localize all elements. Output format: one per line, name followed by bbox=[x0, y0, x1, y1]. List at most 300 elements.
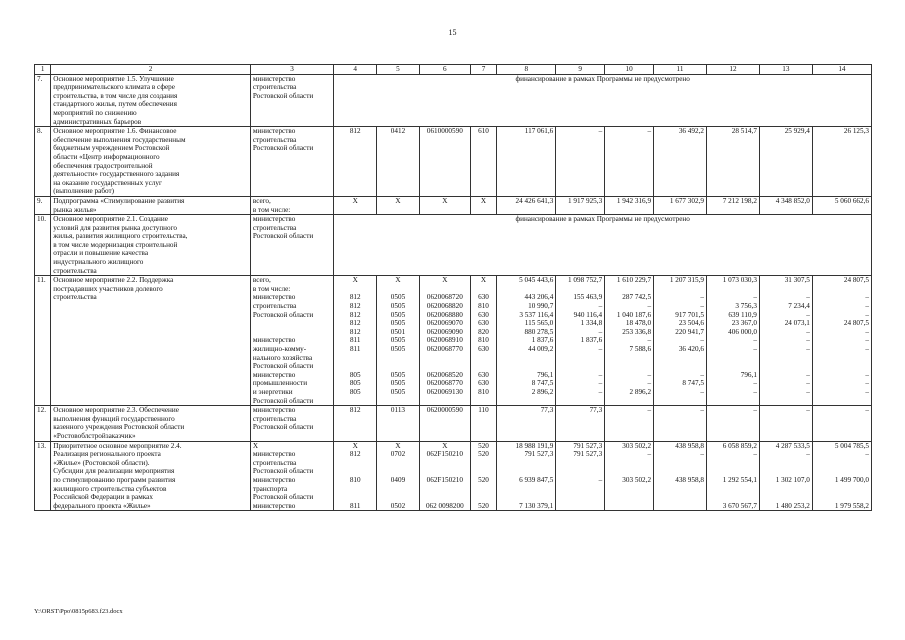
amount-cell bbox=[706, 196, 759, 214]
measure-name bbox=[51, 196, 251, 214]
cell-line bbox=[422, 362, 468, 371]
cell-line bbox=[379, 459, 417, 468]
cell-line bbox=[558, 467, 602, 476]
cell-line: 303 502,2 bbox=[622, 441, 652, 450]
cell-line: Х bbox=[442, 196, 448, 205]
cell-line: 2 896,2 bbox=[531, 387, 554, 396]
cell-line: 812 bbox=[349, 310, 361, 319]
cell-line bbox=[558, 354, 602, 363]
cell-line: 24 807,5 bbox=[843, 319, 869, 328]
cell-line: 115 565,0 bbox=[524, 319, 554, 328]
cell-line: Ростовской области bbox=[252, 467, 314, 476]
cell-line: – bbox=[753, 379, 757, 388]
cell-line: жилищного строительства субъектов bbox=[53, 484, 167, 493]
cell-line: 7 212 198,2 bbox=[722, 196, 757, 205]
amount-cell bbox=[605, 441, 654, 511]
cell-line: 1 098 752,7 bbox=[568, 276, 603, 285]
cell-line: Ростовской области bbox=[252, 232, 314, 241]
cell-line: – bbox=[700, 387, 704, 396]
cell-line: 811 bbox=[349, 501, 361, 510]
cell-line: жилищно-комму- bbox=[252, 345, 307, 353]
cell-line: 0505 bbox=[390, 319, 406, 328]
cell-line: – bbox=[865, 387, 869, 396]
code-cell bbox=[470, 196, 496, 214]
cell-line: Х bbox=[442, 276, 448, 285]
cell-line: 1 979 558,2 bbox=[834, 501, 869, 510]
cell-line: 2 896,2 bbox=[629, 387, 652, 396]
cell-line bbox=[762, 493, 810, 502]
amount-cell bbox=[812, 276, 871, 406]
code-cell bbox=[334, 441, 377, 511]
cell-line: – bbox=[865, 406, 869, 415]
cell-line: – bbox=[700, 406, 704, 415]
cell-line: Основное мероприятие 2.3. Обеспечение bbox=[53, 406, 179, 415]
cell-line: 062 0098200 bbox=[425, 501, 464, 510]
cell-line: 24 426 641,3 bbox=[515, 196, 554, 205]
cell-line: Х bbox=[252, 441, 259, 450]
cell-line: 0501 bbox=[390, 327, 406, 336]
cell-line: 810 bbox=[478, 336, 489, 345]
cell-line: – bbox=[700, 370, 704, 379]
cell-line: министерство bbox=[252, 215, 296, 224]
amount-cell bbox=[812, 196, 871, 214]
row-number: 12. bbox=[35, 406, 51, 441]
cell-line: 10 990,7 bbox=[528, 302, 554, 311]
cell-line: 630 bbox=[478, 319, 489, 328]
cell-line bbox=[336, 459, 374, 468]
cell-line bbox=[379, 362, 417, 371]
cell-line: 811 bbox=[349, 336, 361, 345]
table-row bbox=[35, 215, 872, 276]
cell-line bbox=[656, 285, 704, 294]
cell-line bbox=[815, 285, 869, 294]
cell-line bbox=[336, 485, 374, 494]
cell-line bbox=[379, 467, 417, 476]
cell-line: министерство bbox=[252, 370, 296, 379]
amount-cell bbox=[706, 127, 759, 197]
cell-line: пострадавших участников долевого bbox=[53, 284, 163, 293]
cell-line: – bbox=[806, 379, 810, 388]
cell-line: 796,1 bbox=[537, 370, 554, 379]
cell-line bbox=[709, 362, 757, 371]
cell-line bbox=[499, 485, 553, 494]
row-number: 7. bbox=[35, 74, 51, 127]
cell-line: 812 bbox=[349, 406, 361, 415]
cell-line bbox=[473, 354, 494, 363]
cell-line bbox=[379, 397, 417, 406]
cell-line: 639 110,9 bbox=[728, 310, 757, 319]
cell-line bbox=[607, 285, 651, 294]
cell-line: 6 058 859,2 bbox=[722, 441, 757, 450]
cell-line bbox=[422, 467, 468, 476]
cell-line: – bbox=[647, 127, 652, 136]
cell-line: – bbox=[647, 406, 652, 415]
cell-line bbox=[422, 459, 468, 468]
cell-line: 0620068770 bbox=[426, 345, 463, 353]
code-cell bbox=[470, 276, 496, 406]
amount-cell bbox=[706, 406, 759, 441]
cell-line: 1 917 925,3 bbox=[568, 196, 603, 205]
cell-line: – bbox=[598, 475, 603, 484]
cell-line: «Жилье» (Ростовской области). bbox=[53, 458, 150, 467]
cell-line: 31 307,5 bbox=[784, 276, 810, 285]
cell-line: Х bbox=[395, 441, 401, 450]
table-row bbox=[35, 74, 872, 127]
cell-line bbox=[656, 459, 704, 468]
file-path: Y:\ORST\Ppo\0815p683.f23.docx bbox=[34, 608, 123, 615]
executor bbox=[250, 441, 333, 511]
cell-line: – bbox=[598, 379, 603, 388]
cell-line: и энергетики bbox=[252, 387, 293, 396]
cell-line: Х bbox=[480, 196, 487, 205]
cell-line: 520 bbox=[478, 475, 489, 484]
cell-line: 24 807,5 bbox=[843, 276, 869, 285]
cell-line: Ростовской области bbox=[252, 91, 314, 100]
cell-line bbox=[607, 362, 651, 371]
cell-line: 28 514,7 bbox=[731, 127, 757, 136]
cell-line: 520 bbox=[478, 441, 489, 450]
cell-line: строительства bbox=[53, 266, 97, 275]
cell-line: 610 bbox=[478, 127, 489, 136]
code-cell bbox=[377, 127, 420, 197]
code-cell bbox=[470, 441, 496, 511]
cell-line bbox=[558, 362, 602, 371]
cell-line bbox=[422, 485, 468, 494]
table-row bbox=[35, 441, 872, 511]
cell-line bbox=[656, 362, 704, 371]
cell-line: министерство bbox=[252, 501, 296, 510]
column-header: 1 bbox=[35, 65, 51, 75]
cell-line: условий для развития рынка доступного bbox=[53, 223, 177, 232]
cell-line: Основное мероприятие 1.6. Финансовое bbox=[53, 127, 177, 136]
amount-cell bbox=[759, 276, 812, 406]
cell-line: 0620068820 bbox=[426, 302, 463, 311]
cell-line: – bbox=[865, 293, 869, 302]
cell-line: – bbox=[700, 293, 704, 302]
cell-line: Реализация регионального проекта bbox=[53, 450, 161, 459]
cell-line: в том числе: bbox=[252, 205, 291, 214]
cell-line: Х bbox=[352, 196, 358, 205]
cell-line: 220 941,7 bbox=[675, 327, 704, 336]
cell-line: 26 125,3 bbox=[843, 127, 869, 136]
row-number: 8. bbox=[35, 127, 51, 197]
cell-line: – bbox=[753, 387, 757, 396]
cell-line: стандартного жилья, путем обеспечения bbox=[53, 100, 177, 109]
cell-line: – bbox=[806, 450, 810, 459]
cell-line: индустриального жилищного bbox=[53, 258, 144, 267]
code-cell bbox=[419, 127, 470, 197]
cell-line: 810 bbox=[478, 387, 489, 396]
cell-line: 1 480 253,2 bbox=[775, 501, 810, 510]
amount-cell bbox=[654, 276, 707, 406]
cell-line bbox=[762, 397, 810, 406]
cell-line bbox=[558, 397, 602, 406]
cell-line: строительства bbox=[252, 223, 297, 232]
cell-line: строительства, в том числе для создания bbox=[53, 91, 178, 100]
cell-line: 438 958,8 bbox=[675, 475, 704, 484]
cell-line: 805 bbox=[349, 387, 361, 396]
cell-line bbox=[815, 397, 869, 406]
cell-line bbox=[558, 502, 602, 511]
executor bbox=[250, 276, 333, 406]
cell-line: – bbox=[598, 387, 603, 396]
amount-cell bbox=[556, 196, 605, 214]
cell-line: 0620069130 bbox=[426, 387, 463, 396]
cell-line: 0505 bbox=[390, 370, 406, 379]
amount-cell bbox=[497, 441, 556, 511]
cell-line bbox=[379, 354, 417, 363]
cell-line bbox=[473, 397, 494, 406]
cell-line: 0620068720 bbox=[426, 293, 463, 302]
cell-line: 1 207 315,9 bbox=[669, 276, 704, 285]
cell-line: 812 bbox=[349, 302, 361, 311]
cell-line: 940 116,4 bbox=[573, 310, 603, 319]
amount-cell bbox=[556, 441, 605, 511]
cell-line: – bbox=[865, 345, 869, 353]
cell-line bbox=[422, 397, 468, 406]
cell-line: Ростовской области bbox=[252, 423, 314, 432]
cell-line: области «Центр информационного bbox=[53, 152, 160, 161]
code-cell bbox=[377, 196, 420, 214]
cell-line: Ростовской области bbox=[252, 310, 314, 319]
cell-line bbox=[815, 485, 869, 494]
cell-line: 8 747,5 bbox=[531, 379, 554, 388]
amount-cell bbox=[497, 127, 556, 197]
cell-line: строительства bbox=[252, 458, 297, 467]
row-number: 11. bbox=[35, 276, 51, 406]
cell-line bbox=[607, 397, 651, 406]
executor bbox=[250, 406, 333, 441]
cell-line: – bbox=[598, 327, 603, 336]
cell-line: Х bbox=[395, 276, 401, 285]
measure-name bbox=[51, 215, 251, 276]
cell-line: – bbox=[700, 450, 704, 459]
cell-line: Российской Федерации в рамках bbox=[53, 493, 153, 502]
cell-line: 791 527,3 bbox=[573, 450, 603, 459]
cell-line: 917 701,5 bbox=[675, 310, 704, 319]
cell-line bbox=[473, 467, 494, 476]
cell-line bbox=[709, 493, 757, 502]
cell-line: Подпрограмма «Стимулирование развития bbox=[53, 196, 185, 205]
cell-line: министерство bbox=[252, 336, 296, 345]
cell-line: – bbox=[700, 336, 704, 345]
amount-cell bbox=[812, 441, 871, 511]
cell-line: 5 004 785,5 bbox=[834, 441, 869, 450]
cell-line bbox=[607, 354, 651, 363]
amount-cell bbox=[605, 127, 654, 197]
cell-line bbox=[499, 362, 553, 371]
cell-line bbox=[558, 493, 602, 502]
cell-line bbox=[656, 467, 704, 476]
cell-line: – bbox=[806, 336, 810, 345]
cell-line bbox=[656, 354, 704, 363]
row-number: 10. bbox=[35, 215, 51, 276]
cell-line: 24 073,1 bbox=[784, 319, 810, 328]
code-cell bbox=[419, 441, 470, 511]
cell-line: 3 537 116,4 bbox=[519, 310, 554, 319]
cell-line bbox=[709, 485, 757, 494]
cell-line: жилья, развития жилищного строительства, bbox=[53, 232, 188, 241]
cell-line: – bbox=[806, 370, 810, 379]
cell-line: – bbox=[806, 310, 810, 319]
cell-line: – bbox=[598, 370, 603, 379]
cell-line: (выполнение работ) bbox=[53, 187, 115, 196]
cell-line: на оказание государственных услуг bbox=[53, 178, 162, 187]
cell-line: 0505 bbox=[390, 345, 406, 353]
cell-line: Х bbox=[480, 276, 487, 285]
cell-line: 1 837,6 bbox=[531, 336, 554, 345]
cell-line: 110 bbox=[478, 406, 489, 415]
cell-line: всего, bbox=[252, 196, 271, 205]
cell-line bbox=[656, 485, 704, 494]
cell-line bbox=[379, 485, 417, 494]
cell-line: министерство bbox=[252, 293, 296, 302]
code-cell bbox=[334, 406, 377, 441]
column-header: 7 bbox=[470, 65, 496, 75]
cell-line: 630 bbox=[478, 345, 489, 353]
code-cell bbox=[377, 276, 420, 406]
cell-line: 4 287 533,5 bbox=[775, 441, 810, 450]
cell-line bbox=[762, 485, 810, 494]
column-header: 10 bbox=[605, 65, 654, 75]
cell-line: 0505 bbox=[390, 302, 406, 311]
cell-line: 7 130 379,1 bbox=[519, 501, 554, 510]
cell-line bbox=[709, 459, 757, 468]
cell-line: – bbox=[865, 336, 869, 345]
cell-line: 0505 bbox=[390, 387, 406, 396]
cell-line: 117 061,6 bbox=[524, 127, 554, 136]
cell-line bbox=[607, 493, 651, 502]
code-cell bbox=[419, 276, 470, 406]
cell-line: 0502 bbox=[390, 501, 406, 510]
cell-line: 0620068910 bbox=[426, 336, 463, 345]
amount-cell bbox=[706, 276, 759, 406]
cell-line bbox=[762, 459, 810, 468]
cell-line bbox=[473, 362, 494, 371]
cell-line: 880 278,5 bbox=[524, 327, 554, 336]
cell-line bbox=[762, 467, 810, 476]
cell-line: министерство bbox=[252, 74, 296, 83]
amount-cell bbox=[497, 196, 556, 214]
amount-cell bbox=[759, 406, 812, 441]
cell-line: – bbox=[647, 336, 652, 345]
cell-line: 812 bbox=[349, 293, 361, 302]
cell-line bbox=[336, 493, 374, 502]
cell-line bbox=[473, 485, 494, 494]
cell-line: 0620000590 bbox=[426, 406, 463, 415]
cell-line bbox=[709, 467, 757, 476]
cell-line: – bbox=[806, 387, 810, 396]
cell-line: нального хозяйства bbox=[252, 353, 313, 362]
amount-cell bbox=[812, 406, 871, 441]
cell-line bbox=[558, 459, 602, 468]
cell-line bbox=[656, 493, 704, 502]
cell-line bbox=[815, 493, 869, 502]
cell-line: – bbox=[753, 293, 757, 302]
executor bbox=[250, 127, 333, 197]
cell-line: 1 073 030,3 bbox=[722, 276, 757, 285]
cell-line: 520 bbox=[478, 450, 489, 459]
cell-line: Основное мероприятие 1.5. Улучшение bbox=[53, 74, 174, 83]
cell-line: – bbox=[865, 379, 869, 388]
cell-line: 1 942 316,9 bbox=[616, 196, 652, 205]
financing-note: финансирование в рамках Программы не предусмотрено bbox=[334, 215, 872, 276]
cell-line: 77,3 bbox=[589, 406, 603, 415]
cell-line: – bbox=[753, 336, 757, 345]
column-header: 9 bbox=[556, 65, 605, 75]
cell-line: мероприятий по снижению bbox=[53, 108, 137, 117]
cell-line bbox=[815, 467, 869, 476]
column-header: 5 bbox=[377, 65, 420, 75]
cell-line bbox=[422, 354, 468, 363]
amount-cell bbox=[605, 276, 654, 406]
cell-line: 0113 bbox=[390, 406, 406, 415]
cell-line: – bbox=[865, 450, 869, 459]
cell-line bbox=[558, 285, 602, 294]
cell-line: 287 742,5 bbox=[622, 293, 652, 302]
cell-line: 0620068770 bbox=[426, 379, 463, 388]
cell-line: Ростовской области bbox=[252, 362, 314, 371]
cell-line: по стимулированию программ развития bbox=[53, 475, 176, 484]
cell-line: промышленности bbox=[252, 379, 308, 388]
column-header: 12 bbox=[706, 65, 759, 75]
cell-line: 406 000,0 bbox=[728, 327, 757, 336]
page-number: 15 bbox=[448, 28, 457, 37]
cell-line: 0505 bbox=[390, 379, 406, 388]
cell-line bbox=[499, 354, 553, 363]
cell-line: министерство bbox=[252, 450, 296, 459]
cell-line: 3 670 567,7 bbox=[722, 501, 757, 510]
cell-line bbox=[815, 354, 869, 363]
cell-line: 44 009,2 bbox=[528, 345, 554, 353]
row-number: 9. bbox=[35, 196, 51, 214]
cell-line: 630 bbox=[478, 293, 489, 302]
cell-line: 23 504,6 bbox=[678, 319, 704, 328]
cell-line: – bbox=[598, 127, 603, 136]
cell-line: 0702 bbox=[390, 450, 406, 459]
cell-line bbox=[815, 459, 869, 468]
cell-line: Х bbox=[395, 196, 401, 205]
cell-line: 796,1 bbox=[740, 370, 757, 379]
cell-line: деятельности» государственного задания bbox=[53, 170, 180, 179]
cell-line bbox=[473, 459, 494, 468]
cell-line: 630 bbox=[478, 370, 489, 379]
measure-name bbox=[51, 406, 251, 441]
cell-line: 3 756,3 bbox=[735, 302, 757, 311]
code-cell bbox=[377, 441, 420, 511]
header-row bbox=[35, 65, 872, 75]
cell-line: 1 334,8 bbox=[580, 319, 603, 328]
cell-line: транспорта bbox=[252, 484, 288, 493]
cell-line: – bbox=[806, 406, 810, 415]
amount-cell bbox=[759, 441, 812, 511]
cell-line: 25 929,4 bbox=[784, 127, 810, 136]
cell-line: 812 bbox=[349, 450, 361, 459]
cell-line: 7 234,4 bbox=[788, 302, 810, 311]
cell-line: Ростовской области bbox=[252, 396, 314, 405]
cell-line bbox=[336, 362, 374, 371]
column-header: 11 bbox=[654, 65, 707, 75]
cell-line: 18 478,0 bbox=[625, 319, 652, 328]
cell-line: строительства bbox=[252, 135, 297, 144]
cell-line: 0409 bbox=[390, 475, 406, 484]
cell-line: 810 bbox=[478, 302, 489, 311]
cell-line bbox=[607, 467, 651, 476]
cell-line: – bbox=[865, 370, 869, 379]
cell-line: 0505 bbox=[390, 336, 406, 345]
cell-line: 5 060 662,6 bbox=[834, 196, 869, 205]
cell-line: 805 bbox=[349, 370, 361, 379]
